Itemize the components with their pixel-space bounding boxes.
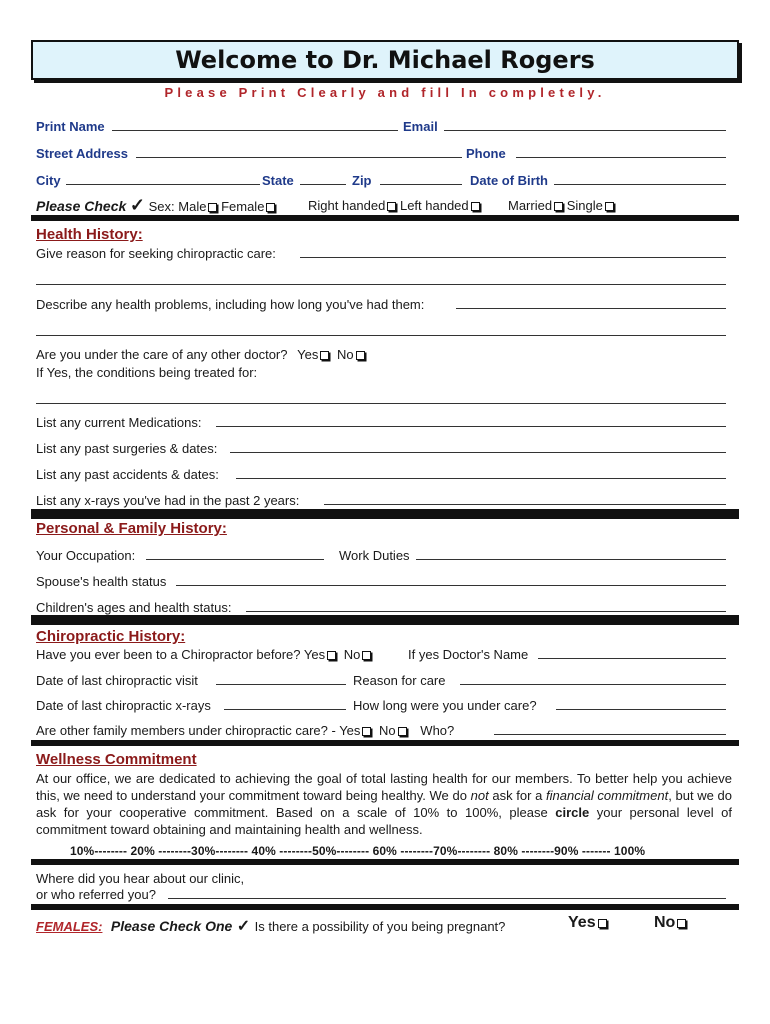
pregnant-yes-checkbox[interactable] [598,919,607,928]
print-name-label: Print Name [36,119,105,134]
wellness-text-1: At our office, we are dedicated to achieving the goal of total lasting health for our members. To better help you achieve this, we need to understand your commitment toward being healthy. We do [36,771,732,803]
problems-field[interactable] [456,297,726,309]
pregnant-no-label: No [654,914,676,931]
street-address-field[interactable] [136,146,462,158]
male-checkbox[interactable] [208,203,217,212]
who-field[interactable] [494,723,726,735]
row-spouse [36,574,726,592]
print-name-field[interactable] [112,119,398,131]
row-last-visit [36,673,726,691]
row-conditions [36,365,726,383]
please-check-label: Please Check [36,198,127,214]
state-label: State [262,173,294,188]
problems-field-line2[interactable] [36,335,726,336]
reason-field[interactable] [300,246,726,258]
right-handed-checkbox[interactable] [387,202,396,211]
checkmark-icon: ✓ [129,195,146,215]
single-label: Single [566,198,603,213]
married-checkbox[interactable] [554,202,563,211]
referral-label-2: or who referred you? [36,887,156,902]
females-label: FEMALES: [36,919,103,934]
row-chiro-before [36,647,726,665]
marital-group [508,198,614,213]
reason-field-line2[interactable] [36,284,726,285]
surgeries-field[interactable] [230,441,726,453]
divider [31,904,739,910]
city-label: City [36,173,61,188]
surgeries-label: List any past surgeries & dates: [36,441,218,456]
email-label: Email [403,119,438,134]
conditions-label: If Yes, the conditions being treated for: [36,365,258,380]
divider [31,215,739,221]
how-long-label: How long were you under care? [353,698,537,713]
wellness-heading: Wellness Commitment [36,751,197,768]
chiro-yes-label: Yes [303,647,326,662]
city-field[interactable] [66,173,260,185]
row-reason [36,246,726,264]
other-doctor-no-label: No [336,347,354,362]
row-family-care [36,723,726,741]
zip-field[interactable] [380,173,462,185]
family-no-checkbox[interactable] [398,727,407,736]
occupation-field[interactable] [146,548,324,560]
other-doctor-yes-checkbox[interactable] [320,351,329,360]
problems-label: Describe any health problems, including how long you've had them: [36,297,425,312]
health-history-heading: Health History: [36,226,143,243]
how-long-field[interactable] [556,698,726,710]
row-occupation [36,548,726,566]
chiro-no-checkbox[interactable] [362,651,371,660]
work-duties-field[interactable] [416,548,726,560]
xrays-label: List any x-rays you've had in the past 2 years: [36,493,300,508]
checkmark-icon: ✓ [236,918,251,935]
page-subtitle: Please Print Clearly and fill In completely. [164,85,606,100]
email-field[interactable] [444,119,726,131]
family-care-label: Are other family members under chiropractic care? - Yes [36,723,361,738]
wellness-text-financial: financial commitment [546,788,669,803]
medications-field[interactable] [216,415,726,427]
last-xrays-field[interactable] [224,698,346,710]
right-handed-label: Right handed [308,198,386,213]
family-yes-checkbox[interactable] [362,727,371,736]
row-referral-2 [36,887,726,905]
pregnant-no-group [654,914,686,932]
accidents-field[interactable] [236,467,726,479]
xrays-field[interactable] [324,493,726,505]
medications-label: List any current Medications: [36,415,202,430]
accidents-label: List any past accidents & dates: [36,467,219,482]
row-name-email [36,119,726,137]
divider [31,859,739,865]
divider [31,509,739,519]
personal-family-heading: Personal & Family History: [36,520,227,537]
last-xrays-label: Date of last chiropractic x-rays [36,698,211,713]
other-doctor-no-checkbox[interactable] [356,351,365,360]
referral-label-1: Where did you hear about our clinic, [36,871,245,886]
reason-label: Give reason for seeking chiropractic care: [36,246,276,261]
reason-care-field[interactable] [460,673,726,685]
female-label: Female [221,199,265,214]
pregnant-yes-group [568,914,607,932]
doctor-name-label: If yes Doctor's Name [408,647,529,662]
occupation-label: Your Occupation: [36,548,136,563]
street-address-label: Street Address [36,146,128,161]
spouse-label: Spouse's health status [36,574,167,589]
zip-label: Zip [352,173,372,188]
referral-field[interactable] [168,887,726,899]
wellness-text-2: ask for a [488,788,547,803]
family-no-label: No [379,723,396,738]
pregnant-no-checkbox[interactable] [677,919,686,928]
female-checkbox[interactable] [266,203,275,212]
other-doctor-yes-label: Yes [297,347,319,362]
right-handed-group [308,198,480,213]
left-handed-label: Left handed [399,198,469,213]
commitment-scale[interactable]: 10%-------- 20% --------30%-------- 40% --------50%-------- 60% --------70%-------- 80% --------90% ------- 100% [70,844,646,858]
wellness-paragraph [36,770,732,838]
phone-field[interactable] [516,146,726,158]
single-checkbox[interactable] [605,202,614,211]
who-label: Who? [420,723,455,738]
row-problems [36,297,726,315]
chiro-before-label: Have you ever been to a Chiropractor before? [36,647,301,662]
females-check-label: Please Check One [110,918,233,934]
children-label: Children's ages and health status: [36,600,232,615]
state-field[interactable] [300,173,346,185]
wellness-text-circle: circle [555,805,590,820]
last-visit-field[interactable] [216,673,346,685]
row-accidents [36,467,726,485]
row-other-doctor [36,347,726,365]
phone-label: Phone [466,146,506,161]
dob-label: Date of Birth [470,173,548,188]
chiropractic-heading: Chiropractic History: [36,628,186,645]
conditions-field[interactable] [36,403,726,404]
wellness-text-3: , but we do ask for your cooperative commitment. Based on a scale of 10% to 100%, please [36,788,732,820]
row-females [36,916,736,938]
row-medications [36,415,726,433]
divider [31,615,739,625]
title-box [31,40,739,80]
last-visit-label: Date of last chiropractic visit [36,673,198,688]
row-last-xrays [36,698,726,716]
row-city-state [36,173,726,191]
sex-male-label: Sex: Male [148,199,207,214]
married-label: Married [508,198,553,213]
divider [31,740,739,746]
other-doctor-label: Are you under the care of any other doctor? [36,347,288,362]
work-duties-label: Work Duties [339,548,410,563]
children-field[interactable] [246,600,726,612]
wellness-text-4: your personal level of commitment toward obtaining and maintaining health and wellness. [36,805,732,837]
pregnant-yes-label: Yes [568,914,596,931]
page-title: Welcome to Dr. Michael Rogers [175,46,595,74]
dob-field[interactable] [554,173,726,185]
row-please-check [36,195,726,217]
row-surgeries [36,441,726,459]
doctor-name-field[interactable] [538,647,726,659]
spouse-field[interactable] [176,574,726,586]
chiro-no-label: No [343,647,361,662]
left-handed-checkbox[interactable] [471,202,480,211]
pregnant-question: Is there a possibility of you being pregnant? [254,919,506,934]
reason-care-label: Reason for care [353,673,446,688]
wellness-text-not: not [470,788,489,803]
chiro-yes-checkbox[interactable] [327,651,336,660]
row-address-phone [36,146,726,164]
